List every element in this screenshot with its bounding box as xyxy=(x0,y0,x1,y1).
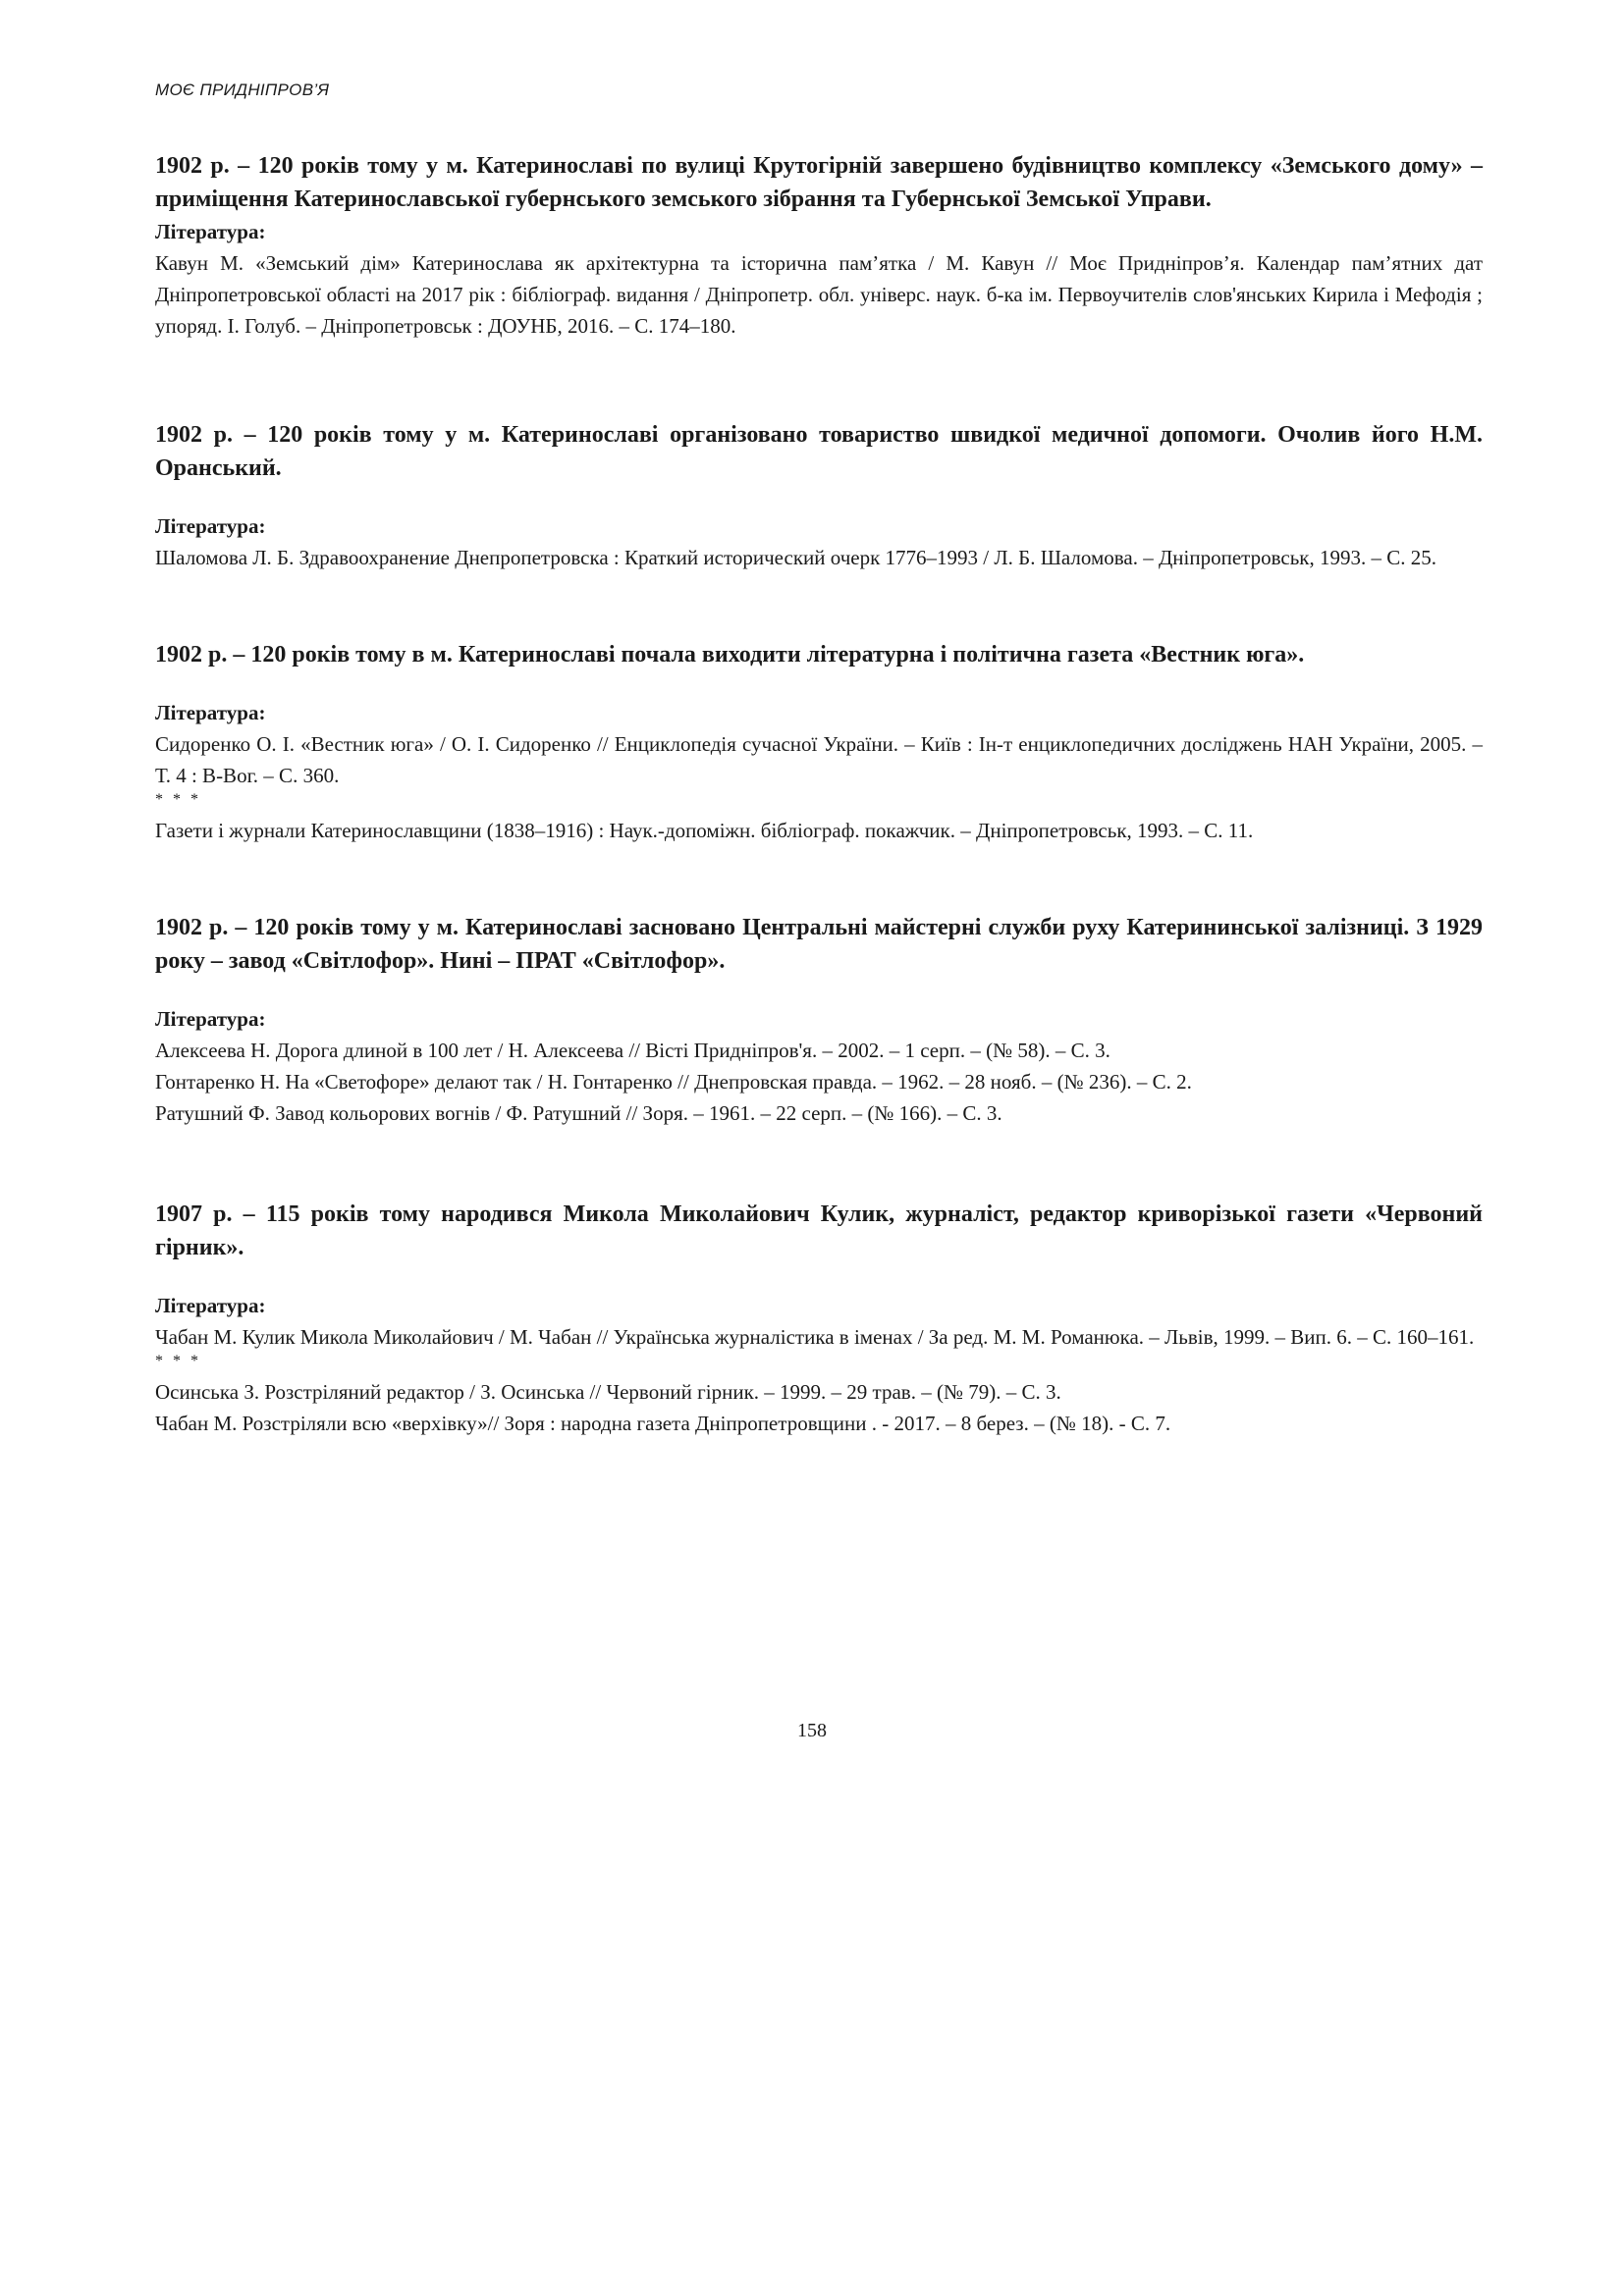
literature-label: Література: xyxy=(155,514,266,538)
literature-label: Література: xyxy=(155,701,266,724)
separator-stars: * * * xyxy=(155,791,201,808)
entry-title: 1902 р. – 120 років тому у м. Катеринославі засновано Центральні майстерні служби руху Катерининської залізниці. З 1929 року – завод «Світлофор». Нині – ПРАТ «Світлофор». xyxy=(155,915,1483,974)
reference-item: Чабан М. Розстріляли всю «верхівку»// Зоря : народна газета Дніпропетровщини . - 2017. – 8 берез. – (№ 18). - С. 7. xyxy=(155,1412,1171,1435)
entry-title: 1907 р. – 115 років тому народився Микола Миколайович Кулик, журналіст, редактор криворізької газети «Червоний гірник». xyxy=(155,1201,1483,1260)
entry-title: 1902 р. – 120 років тому в м. Катеринославі почала виходити літературна і політична газета «Вестник юга». xyxy=(155,642,1305,667)
entry-title: 1902 р. – 120 років тому у м. Катеринославі організовано товариство швидкої медичної допомоги. Очолив його Н.М. Оранський. xyxy=(155,422,1483,481)
running-header: МОЄ ПРИДНІПРОВ’Я xyxy=(155,80,330,99)
entry-vestnik-yuga xyxy=(155,638,1483,846)
reference-item: Алексеева Н. Дорога длиной в 100 лет / Н. Алексеева // Вісті Придніпров'я. – 2002. – 1 серп. – (№ 58). – С. 3. xyxy=(155,1039,1110,1062)
entry-title: 1902 р. – 120 років тому у м. Катеринославі по вулиці Крутогірній завершено будівництво комплексу «Земського дому» – приміщення Катеринославської губернського земського зібрання та Губернської Земської Управи. xyxy=(155,153,1483,212)
reference-item: Сидоренко О. І. «Вестник юга» / О. І. Сидоренко // Енциклопедія сучасної України. – Київ : Ін-т енциклопедичних досліджень НАН України, 2005. – Т. 4 : В-Вог. – С. 360. xyxy=(155,732,1483,787)
reference-item: Осинська З. Розстріляний редактор / З. Осинська // Червоний гірник. – 1999. – 29 трав. – (№ 79). – С. 3. xyxy=(155,1380,1061,1404)
reference-item: Кавун М. «Земський дім» Катеринослава як архітектурна та історична пам’ятка / М. Кавун // Моє Придніпров’я. Календар пам’ятних дат Дніпропетровської області на 2017 рік : бібліограф. видання / Дніпропетр. обл. універс. наук. б-ка ім. Первоучителів слов'янських Кирила і Мефодія ; упоряд. І. Голуб. – Дніпропетровськ : ДОУНБ, 2016. – С. 174–180. xyxy=(155,251,1483,338)
reference-item: Ратушний Ф. Завод кольорових вогнів / Ф. Ратушний // Зоря. – 1961. – 22 серп. – (№ 166). – С. 3. xyxy=(155,1101,1002,1125)
reference-item: Гонтаренко Н. На «Светофоре» делают так / Н. Гонтаренко // Днепровская правда. – 1962. – 28 нояб. – (№ 236). – С. 2. xyxy=(155,1070,1192,1094)
reference-item: Газети і журнали Катеринославщини (1838–1916) : Наук.-допоміжн. бібліограф. покажчик. – Дніпропетровськ, 1993. – С. 11. xyxy=(155,819,1254,842)
page-content xyxy=(155,149,1483,1439)
literature-label: Література: xyxy=(155,1294,266,1317)
reference-item: Чабан М. Кулик Микола Миколайович / М. Чабан // Українська журналістика в іменах / За ред. М. М. Романюка. – Львів, 1999. – Вип. 6. – С. 160–161. xyxy=(155,1325,1475,1349)
entry-svitlofor xyxy=(155,911,1483,1129)
literature-label: Література: xyxy=(155,220,266,243)
reference-item: Шаломова Л. Б. Здравоохранение Днепропетровска : Краткий исторический очерк 1776–1993 / Л. Б. Шаломова. – Дніпропетровськ, 1993. – С. 25. xyxy=(155,546,1436,569)
page-number: 158 xyxy=(797,1720,827,1741)
literature-label: Література: xyxy=(155,1007,266,1031)
entry-kulyk xyxy=(155,1198,1483,1439)
entry-medical-aid xyxy=(155,418,1483,573)
entry-zemsky-dim xyxy=(155,149,1483,342)
separator-stars: * * * xyxy=(155,1353,201,1369)
